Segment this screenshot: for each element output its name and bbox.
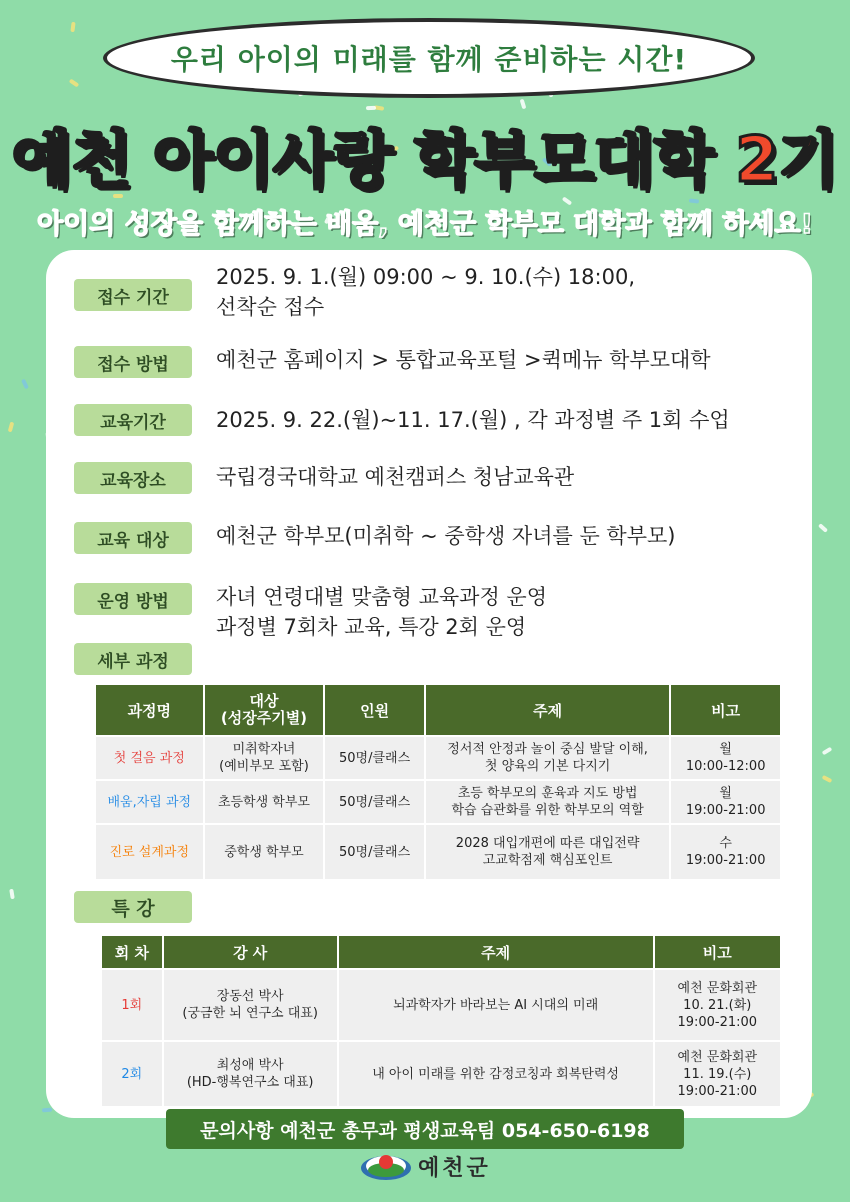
confetti-piece <box>41 1108 51 1113</box>
course-name: 진로 설계과정 <box>96 825 203 879</box>
cell-line: 19:00-21:00 <box>685 853 766 868</box>
course-name: 배움,자립 과정 <box>96 781 203 823</box>
cell-line: 수 <box>719 836 732 851</box>
cell-line: (HD-행복연구소 대표) <box>186 1075 314 1090</box>
header-round: 회 차 <box>102 936 162 968</box>
cell-line: 정서적 안정과 놀이 중심 발달 이해, <box>447 742 648 757</box>
header-topic: 주제 <box>339 936 653 968</box>
course-count: 50명/클래스 <box>325 825 424 879</box>
info-value-target <box>216 521 675 551</box>
cell-line: 최성애 박사 <box>216 1058 284 1073</box>
lecture-speaker <box>164 970 337 1040</box>
cell-line: 예천 문화회관 <box>677 1049 758 1065</box>
header-target <box>205 685 324 735</box>
cell-line: 19:00-21:00 <box>685 803 766 818</box>
header-speaker: 강 사 <box>164 936 337 968</box>
county-emblem-icon <box>360 1150 412 1182</box>
cell-line: 10. 21.(화) <box>683 997 752 1013</box>
confetti-piece <box>9 889 15 900</box>
info-label-target: 교육 대상 <box>74 522 192 554</box>
table-header-row <box>96 685 780 735</box>
table-row <box>96 825 780 879</box>
cell-line: 월 <box>719 742 732 757</box>
lecture-speaker <box>164 1042 337 1106</box>
title-part-1: 예천 아이사랑 <box>11 123 415 196</box>
lecture-note <box>655 970 780 1040</box>
course-topic <box>426 781 669 823</box>
main-title <box>0 110 850 199</box>
cell-line: 월 <box>719 786 732 801</box>
confetti-piece <box>70 22 75 32</box>
course-target: 초등학생 학부모 <box>205 781 324 823</box>
bubble-text: 우리 아이의 미래를 함께 준비하는 시간! <box>170 43 688 76</box>
header-topic: 주제 <box>426 685 669 735</box>
info-line: 과정별 7회차 교육, 특강 2회 운영 <box>216 615 527 639</box>
info-label-application-period: 접수 기간 <box>74 279 192 311</box>
course-target <box>205 737 324 779</box>
course-count: 50명/클래스 <box>325 781 424 823</box>
cell-line: 초등 학부모의 훈육과 지도 방법 <box>457 786 638 801</box>
contact-bar: 문의사항 예천군 총무과 평생교육팀 054-650-6198 <box>166 1109 684 1149</box>
logo-text: 예천군 <box>418 1155 491 1181</box>
confetti-piece <box>821 747 832 756</box>
section-label-lectures: 특 강 <box>74 891 192 923</box>
header-course-name: 과정명 <box>96 685 203 735</box>
info-line: 예천군 학부모(미취학 ~ 중학생 자녀를 둔 학부모) <box>216 524 676 548</box>
header-note: 비고 <box>655 936 780 968</box>
info-value-application-period <box>216 262 635 322</box>
confetti-piece <box>822 775 833 783</box>
table-row <box>96 781 780 823</box>
info-value-application-method <box>216 345 711 375</box>
cell-line: 고교학점제 핵심포인트 <box>482 853 613 868</box>
info-line: 2025. 9. 1.(월) 09:00 ~ 9. 10.(수) 18:00, <box>216 265 636 289</box>
course-topic <box>426 825 669 879</box>
info-line: 예천군 홈페이지 > 통합교육포털 >퀵메뉴 학부모대학 <box>216 348 711 372</box>
table-row <box>96 737 780 779</box>
section-label-courses: 세부 과정 <box>74 643 192 675</box>
course-name: 첫 걸음 과정 <box>96 737 203 779</box>
cell-line: 장동선 박사 <box>216 989 284 1004</box>
cell-line: 첫 양육의 기본 다지기 <box>484 759 611 774</box>
info-line: 자녀 연령대별 맞춤형 교육과정 운영 <box>216 585 547 609</box>
header-count: 인원 <box>325 685 424 735</box>
course-note <box>671 781 780 823</box>
cell-line: 10:00-12:00 <box>685 759 766 774</box>
lecture-topic: 내 아이 미래를 위한 감정코칭과 회복탄력성 <box>339 1042 653 1106</box>
course-note <box>671 825 780 879</box>
speech-bubble <box>103 18 755 98</box>
cell-line: 학습 습관화를 위한 학부모의 역할 <box>451 803 644 818</box>
info-label-operation: 운영 방법 <box>74 583 192 615</box>
lecture-topic: 뇌과학자가 바라보는 AI 시대의 미래 <box>339 970 653 1040</box>
table-row <box>102 1042 780 1106</box>
subtitle: 아이의 성장을 함께하는 배움, 예천군 학부모 대학과 함께 하세요! <box>37 209 813 240</box>
info-value-operation <box>216 582 547 642</box>
courses-table <box>94 683 782 881</box>
info-label-application-method: 접수 방법 <box>74 346 192 378</box>
cell-line: 대상 <box>249 692 279 710</box>
lecture-note <box>655 1042 780 1106</box>
cell-line: 미취학자녀 <box>232 742 296 757</box>
cell-line: (예비부모 포함) <box>219 759 309 774</box>
confetti-piece <box>21 379 29 390</box>
confetti-piece <box>818 523 828 533</box>
table-row <box>102 970 780 1040</box>
header-note: 비고 <box>671 685 780 735</box>
confetti-piece <box>520 99 527 110</box>
course-note <box>671 737 780 779</box>
info-line: 2025. 9. 22.(월)~11. 17.(월) , 각 과정별 주 1회 수업 <box>216 408 730 432</box>
cell-line: 19:00-21:00 <box>677 1014 758 1030</box>
cell-line: 예천 문화회관 <box>677 980 758 996</box>
title-part-3: 2기 <box>735 123 839 196</box>
confetti-piece <box>8 421 14 432</box>
course-count: 50명/클래스 <box>325 737 424 779</box>
title-part-2: 학부모대학 <box>414 123 736 196</box>
lecture-round: 1회 <box>102 970 162 1040</box>
info-value-education-place <box>216 462 574 492</box>
course-target: 중학생 학부모 <box>205 825 324 879</box>
info-label-education-place: 교육장소 <box>74 462 192 494</box>
info-line: 국립경국대학교 예천캠퍼스 청남교육관 <box>216 465 575 489</box>
info-label-education-period: 교육기간 <box>74 404 192 436</box>
lectures-table <box>100 934 782 1108</box>
cell-line: 19:00-21:00 <box>677 1083 758 1099</box>
yecheon-logo <box>360 1150 491 1182</box>
lecture-round: 2회 <box>102 1042 162 1106</box>
info-line: 선착순 접수 <box>216 295 325 319</box>
course-topic <box>426 737 669 779</box>
cell-line: (성장주기별) <box>220 709 308 727</box>
confetti-piece <box>69 78 80 87</box>
cell-line: 2028 대입개편에 따른 대입전략 <box>455 836 640 851</box>
info-value-education-period <box>216 405 730 435</box>
cell-line: 11. 19.(수) <box>683 1066 752 1082</box>
cell-line: (궁금한 뇌 연구소 대표) <box>182 1006 318 1021</box>
table-header-row <box>102 936 780 968</box>
